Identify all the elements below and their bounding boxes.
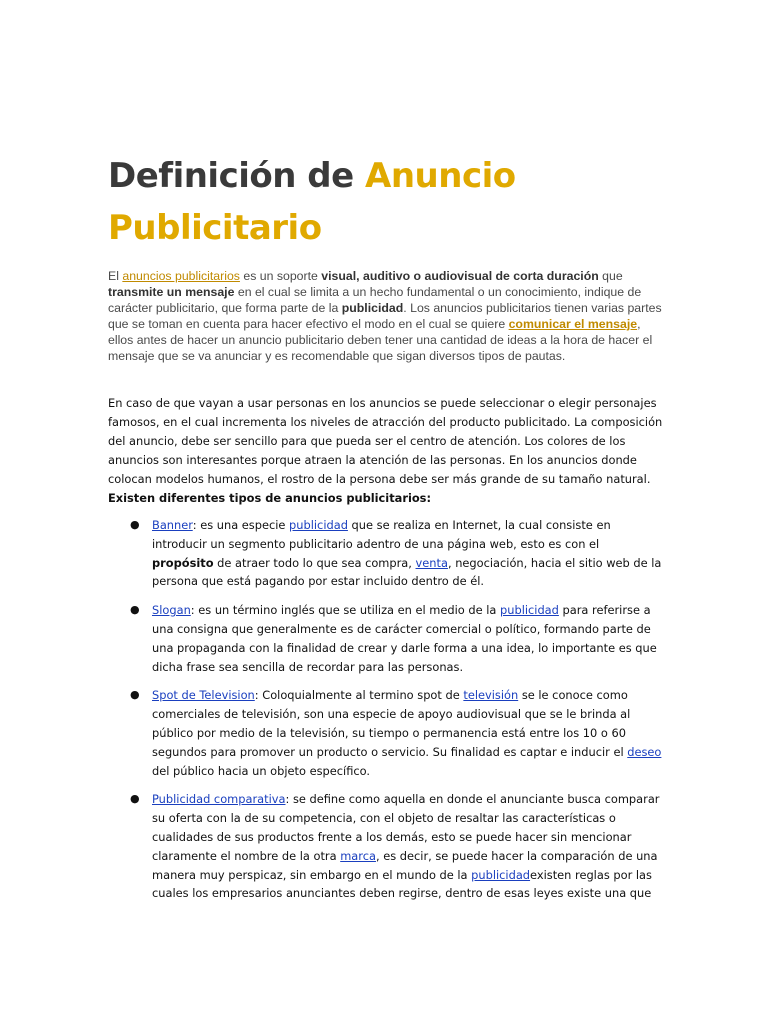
bullet-icon: ● bbox=[130, 518, 140, 531]
intro-text: , ellos antes de hacer un anuncio publicitario deben tener una cantidad de ideas a la hora de hacer el mensaje que se va anunciar y es recomendable que sigan diversos tipos de pautas. bbox=[108, 317, 653, 363]
item-text: : se define como aquella en donde el anunciante busca comparar su oferta con la de su competencia, con el objeto de resaltar las características o cualidades de sus productos frente a los demás, esto se puede hacer sin mencionar claramente el nombre de la otra bbox=[152, 792, 660, 863]
intro-bold: visual, auditivo o audiovisual de corta duración bbox=[321, 269, 599, 283]
link-banner[interactable]: Banner bbox=[152, 518, 193, 532]
item-text: de atraer todo lo que sea compra, bbox=[213, 555, 416, 570]
link-spot-de-television[interactable]: Spot de Television bbox=[152, 688, 255, 703]
link-marca[interactable]: marca bbox=[340, 848, 376, 863]
item-text: , es decir, se puede hacer la comparación de una manera muy perspicaz, sin embargo en el mundo de la bbox=[152, 848, 658, 882]
item-bold: propósito bbox=[152, 555, 214, 570]
link-publicidad[interactable]: publicidad bbox=[289, 518, 348, 532]
link-slogan[interactable]: Slogan bbox=[152, 603, 191, 618]
body-bold: Existen diferentes tipos de anuncios publicitarios: bbox=[108, 491, 432, 505]
bullet-icon: ● bbox=[130, 688, 140, 702]
intro-text: en el cual se limita a un hecho fundamental o un conocimiento, indique de carácter publicitario, que forma parte de la bbox=[108, 285, 642, 315]
link-anuncios-publicitarios[interactable]: anuncios publicitarios bbox=[122, 269, 240, 283]
link-publicidad[interactable]: publicidad bbox=[471, 867, 531, 882]
list-item-publicidad-comparativa bbox=[108, 790, 663, 903]
list-item-spot-de-television bbox=[108, 686, 663, 780]
link-publicidad[interactable]: publicidad bbox=[500, 603, 559, 618]
list-item-banner bbox=[108, 516, 663, 591]
link-television[interactable]: televisión bbox=[463, 688, 519, 703]
link-venta[interactable]: venta bbox=[415, 555, 448, 570]
intro-bold: transmite un mensaje bbox=[108, 285, 235, 299]
item-text: del público hacia un objeto específico. bbox=[152, 763, 371, 778]
bullet-icon: ● bbox=[130, 792, 140, 806]
intro-paragraph bbox=[108, 268, 663, 364]
title-part1: Definición de bbox=[108, 156, 366, 196]
item-text: se le conoce como comerciales de televisión, son una especie de apoyo audiovisual que se le brinda al público por medio de la televisión, su tiempo o permanencia está entre los 10 o 60 segundos para promover un producto o servicio. Su finalidad es captar e inducir el bbox=[152, 688, 631, 759]
page-title bbox=[108, 150, 663, 254]
title-part2: Anuncio Publicitario bbox=[108, 156, 516, 248]
list-item-slogan bbox=[108, 601, 663, 676]
link-publicidad-comparativa[interactable]: Publicidad comparativa bbox=[152, 792, 286, 807]
link-comunicar-el-mensaje[interactable]: comunicar el mensaje bbox=[508, 317, 638, 331]
types-list bbox=[108, 516, 663, 913]
item-text: que se realiza en Internet, la cual consiste en introducir un segmento publicitario adentro de una página web, esto es con el bbox=[152, 518, 611, 551]
intro-bold: publicidad bbox=[341, 301, 404, 315]
bullet-icon: ● bbox=[130, 603, 140, 617]
item-text: : es un término inglés que se utiliza en el medio de la bbox=[190, 603, 501, 618]
item-text: : Coloquialmente al termino spot de bbox=[254, 688, 464, 703]
intro-text: es un soporte bbox=[239, 269, 322, 283]
body-text: En caso de que vayan a usar personas en los anuncios se puede seleccionar o elegir personajes famosos, en el cual incrementa los niveles de atracción del producto publicitado. La composición del anuncio, debe ser sencillo para que pueda ser el centro de atención. Los colores de los anuncios son interesantes porque atraen la atención de las personas. En los anuncios donde colocan modelos humanos, el rostro de la persona debe ser más grande de su tamaño natural. bbox=[108, 396, 663, 486]
item-text: : es una especie bbox=[192, 518, 290, 532]
intro-text: El bbox=[108, 269, 123, 283]
intro-text: . Los anuncios publicitarios tienen varias partes que se toman en cuenta para hacer efectivo el modo en el cual se quiere bbox=[108, 301, 662, 331]
link-deseo[interactable]: deseo bbox=[627, 744, 662, 759]
item-text: existen reglas por las cuales los empresarios anunciantes deben regirse, dentro de esas leyes existe una que bbox=[152, 867, 652, 901]
item-text: , negociación, hacia el sitio web de la persona que está pagando por estar incluido dentro de él. bbox=[152, 555, 662, 589]
body-paragraph bbox=[108, 394, 663, 508]
intro-text: que bbox=[598, 269, 623, 283]
item-text: para referirse a una consigna que generalmente es de carácter comercial o político, formando parte de una propaganda con la finalidad de crear y darle forma a una idea, lo importante es que dicha frase sea sencilla de recordar para las personas. bbox=[152, 603, 657, 674]
